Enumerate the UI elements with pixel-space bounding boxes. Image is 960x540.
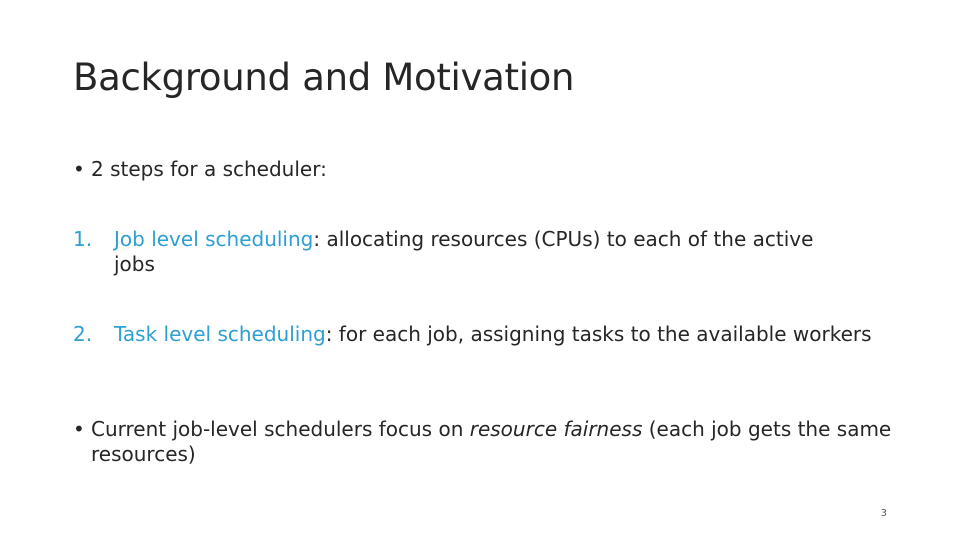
- slide-title: Background and Motivation: [73, 56, 575, 99]
- step-1: [73, 227, 833, 277]
- bullet-current: [73, 417, 893, 467]
- bullet-marker: •: [73, 417, 85, 441]
- bullet-current-text: [91, 417, 893, 467]
- step-1-highlight: Job level scheduling: [114, 227, 314, 251]
- step-2-rest: : for each job, assigning tasks to the available workers: [325, 322, 872, 346]
- step-2-highlight: Task level scheduling: [114, 322, 326, 346]
- bullet-current-emphasis: resource fairness: [469, 417, 643, 441]
- slide-number: 3: [880, 508, 887, 519]
- step-2-text: [114, 322, 893, 347]
- step-2-number: 2.: [73, 322, 93, 346]
- step-1-rest: : allocating resources (CPUs) to each of the active jobs: [114, 227, 814, 276]
- bullet-current-after: (each job gets the same resources): [91, 417, 892, 466]
- bullet-intro: [73, 157, 893, 182]
- bullet-current-before: Current job-level schedulers focus on: [91, 417, 470, 441]
- step-1-number: 1.: [73, 227, 93, 251]
- step-2: [73, 322, 893, 347]
- bullet-intro-text: 2 steps for a scheduler:: [91, 157, 327, 181]
- bullet-marker: •: [73, 157, 85, 181]
- step-1-text: [114, 227, 833, 277]
